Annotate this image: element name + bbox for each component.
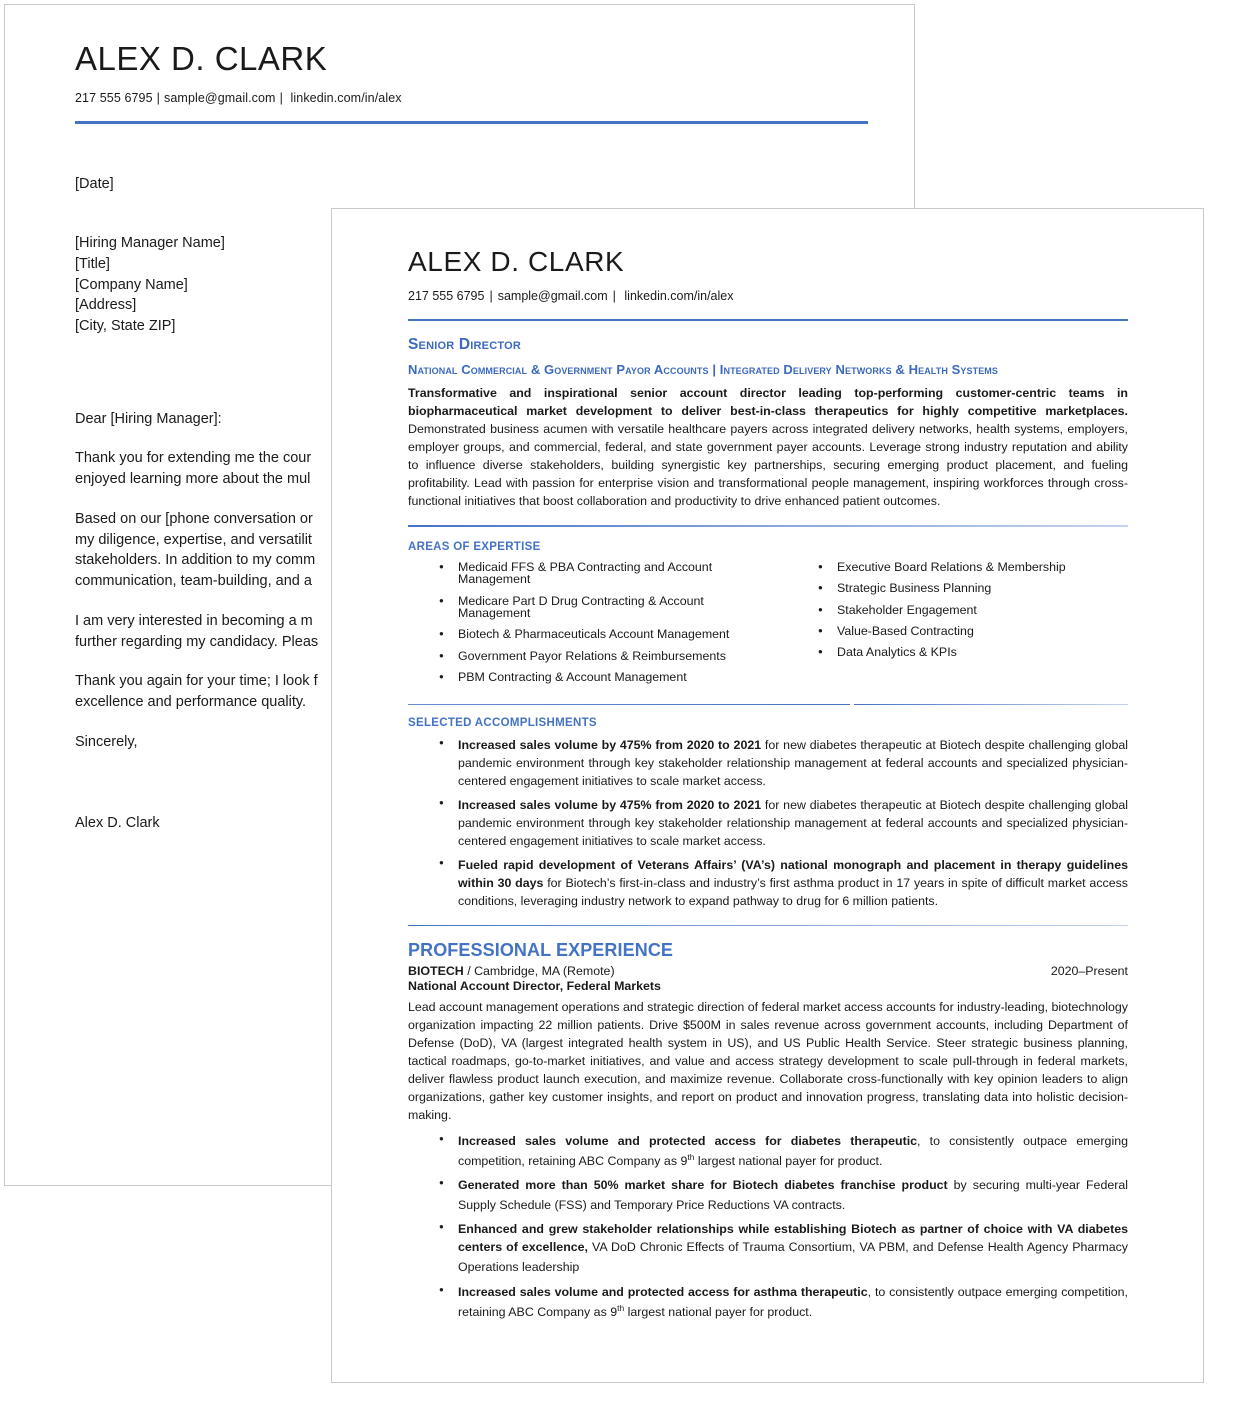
cover-letter-phone: 217 555 6795 [75,91,153,106]
resume-summary-bold: Transformative and inspirational senior account director leading top-performing customer-centric teams in biopharmaceutical market development to deliver best-in-class therapeutics for highly competitive marketplaces. [408,386,1128,419]
cover-letter-contact-line [75,91,868,105]
resume-job-title: Senior Director [408,336,521,354]
list-item: ● Value-Based Contracting [837,625,1128,637]
cover-letter-paragraph-line: communication, team-building, and a [75,573,312,590]
cover-letter-paragraph-line: Based on our [phone conversation or [75,510,313,527]
cover-letter-paragraph-line: my diligence, expertise, and versatilit [75,531,312,548]
ordinal-suffix: th [687,1152,695,1163]
job-description: Lead account management operations and strategic direction of federal market access accounts for industry-leading, biotechnology organization impacting 22 million patients. Drive $500M in sales revenue across government accounts, including Department of Defense (DoD), VA (largest integrated health system in US), and US Public Health Service. Steer strategic business planning, tactical roadmaps, go-to-market initiatives, and value and access strategy development to scale pull-through in federal markets, deliver flawless product launch execution, and maximize revenue. Collaborate cross-functionally with key opinion leaders to align organizations, gather key customer insights, and report on product and innovation progress, translating data into holistic decision-making. [408,1000,1128,1123]
job-dates: 2020–Present [1050,964,1128,979]
resume-job-subtitle: National Commercial & Government Payor Accounts | Integrated Delivery Networks & Health Systems [408,362,999,378]
recipient-line: [Hiring Manager Name] [75,235,225,252]
professional-experience-heading: PROFESSIONAL EXPERIENCE [408,940,674,961]
cover-letter-paragraph-line: Thank you again for your time; I look f [75,673,318,690]
list-item [458,857,1128,911]
divider-segment-right [854,704,1128,706]
recipient-line: [Address] [75,297,137,314]
resume-accent-rule [408,319,1128,322]
recipient-line: [City, State ZIP] [75,317,176,334]
resume-email: sample@gmail.com [497,288,608,303]
cover-letter-closing: Sincerely, [75,733,138,750]
list-item: ● Medicaid FFS & PBA Contracting and Account Management [458,561,749,586]
list-item [458,737,1128,791]
job-company-meta: / Cambridge, MA (Remote) [463,964,615,979]
accomplishments-list [408,737,1128,911]
contact-separator-2: | [612,288,616,303]
accomplishment-bold: Increased sales volume by 475% from 2020 to 2021 [458,738,762,753]
list-item: ● Executive Board Relations & Membership [837,561,1128,573]
list-item [458,1177,1128,1215]
cover-letter-paragraph-line: Thank you for extending me the cour [75,450,312,467]
contact-separator-2: | [279,91,283,106]
experience-bullets-list [408,1133,1128,1321]
job-role-title: National Account Director, Federal Markets [408,979,661,994]
section-divider [408,925,1128,927]
experience-bullet-rest-a: by securing multi-year Federal Supply Schedule (FSS) and Temporary Price Reductions VA contracts. [458,1178,1128,1213]
accomplishment-rest: for new diabetes therapeutic at Biotech despite challenging global pandemic environment through key stakeholder relationship management at federal accounts and specialized physician-centered engagement initiatives to scale market access. [458,738,1129,788]
accomplishment-rest: for new diabetes therapeutic at Biotech despite challenging global pandemic environment through key stakeholder relationship management at federal accounts and specialized physician-centered engagement initiatives to scale market access. [458,797,1129,848]
experience-bullet-bold: Increased sales volume and protected access for diabetes therapeutic [458,1134,918,1149]
selected-accomplishments-heading: SELECTED ACCOMPLISHMENTS [408,717,597,730]
accomplishment-bold: Fueled rapid development of Veterans Affairs’ (VA’s) national monograph and placement in therapy guidelines within 30 days [458,857,1128,890]
list-item: ● Biotech & Pharmaceuticals Account Management [458,628,749,640]
resume-phone: 217 555 6795 [408,288,485,303]
section-divider [408,525,1128,527]
resume-name: ALEX D. CLARK [408,246,625,277]
cover-letter-name: ALEX D. CLARK [75,40,328,77]
job-header-row [408,964,1128,978]
expertise-column-left [408,561,749,693]
contact-separator-1: | [489,288,493,303]
job-company-name: BIOTECH [408,964,464,979]
cover-letter-salutation: Dear [Hiring Manager]: [75,410,222,427]
recipient-line: [Company Name] [75,276,188,293]
list-item: ● Government Payor Relations & Reimbursements [458,650,749,662]
contact-separator-1: | [156,91,161,106]
experience-bullet-bold: Enhanced and grew stakeholder relationships while establishing Biotech as partner of choice with VA diabetes centers of excellence, [458,1222,1128,1255]
cover-letter-paragraph-line: enjoyed learning more about the mul [75,471,311,488]
list-item: ● Medicare Part D Drug Contracting & Account Management [458,595,749,620]
list-item [458,1284,1128,1322]
list-item: ● Stakeholder Engagement [837,604,1128,616]
experience-bullet-rest-a: , to consistently outpace emerging competition, retaining ABC Company as 9 [458,1134,1128,1169]
resume-summary-rest: Demonstrated business acumen with versatile healthcare payers across integrated delivery networks, health systems, employers, employer groups, and commercial, federal, and state government payer accounts. Leverage strong industry reputation and ability to influence diverse stakeholders, building synergistic key partnerships, securing emerging product placement, and fueling profitability. Lead with passion for enterprise vision and transformational people management, inspiring workforces through cross-functional initiatives that boost collaboration and productivity to drive enhanced patient outcomes. [408,422,1128,509]
expertise-column-right [787,561,1128,693]
job-company [408,964,615,978]
resume-linkedin: linkedin.com/in/alex [624,288,734,303]
list-item: ● Data Analytics & KPIs [837,646,1128,658]
list-item [458,1133,1128,1171]
cover-letter-accent-rule [75,121,868,124]
cover-letter-date: [Date] [75,176,114,193]
resume-summary [408,385,1128,511]
experience-bullet-rest-b: largest national payer for product. [694,1154,883,1169]
list-item [458,797,1128,851]
divider-segment-left [408,704,850,706]
experience-bullet-rest-b: largest national payer for product. [624,1304,813,1319]
cover-letter-email: sample@gmail.com [164,91,276,106]
cover-letter-paragraph-line: excellence and performance quality. [75,694,307,711]
recipient-line: [Title] [75,255,110,272]
resume-contact-line [408,289,1128,303]
experience-bullet-rest-a: VA DoD Chronic Effects of Trauma Consortium, VA PBM, and Defense Health Agency Pharmacy Operations leadership [458,1240,1129,1275]
cover-letter-linkedin: linkedin.com/in/alex [290,91,402,106]
areas-of-expertise-heading: AREAS OF EXPERTISE [408,540,541,553]
accomplishment-rest: for Biotech’s first-in-class and industry’s first asthma product in 17 years in spite of difficult market access conditions, leveraging industry network to expand pathway to drug for 6 million patients. [458,875,1128,908]
areas-of-expertise-columns [408,561,1128,693]
list-item: ● PBM Contracting & Account Management [458,671,749,683]
experience-bullet-rest-a: , to consistently outpace emerging competition, retaining ABC Company as 9 [458,1284,1128,1319]
accomplishment-bold: Increased sales volume by 475% from 2020 to 2021 [458,797,762,812]
cover-letter-paragraph-line: further regarding my candidacy. Pleas [75,633,319,650]
list-item: ● Strategic Business Planning [837,582,1128,594]
ordinal-suffix: th [617,1302,625,1313]
experience-bullet-bold: Generated more than 50% market share for Biotech diabetes franchise product [458,1178,948,1193]
cover-letter-paragraph-line: stakeholders. In addition to my comm [75,552,316,569]
resume-page [331,208,1204,1383]
cover-letter-signature: Alex D. Clark [75,814,160,831]
section-divider-split [408,704,1128,706]
cover-letter-paragraph-line: I am very interested in becoming a m [75,612,313,629]
list-item [458,1221,1128,1277]
experience-bullet-bold: Increased sales volume and protected access for asthma therapeutic [458,1284,868,1299]
